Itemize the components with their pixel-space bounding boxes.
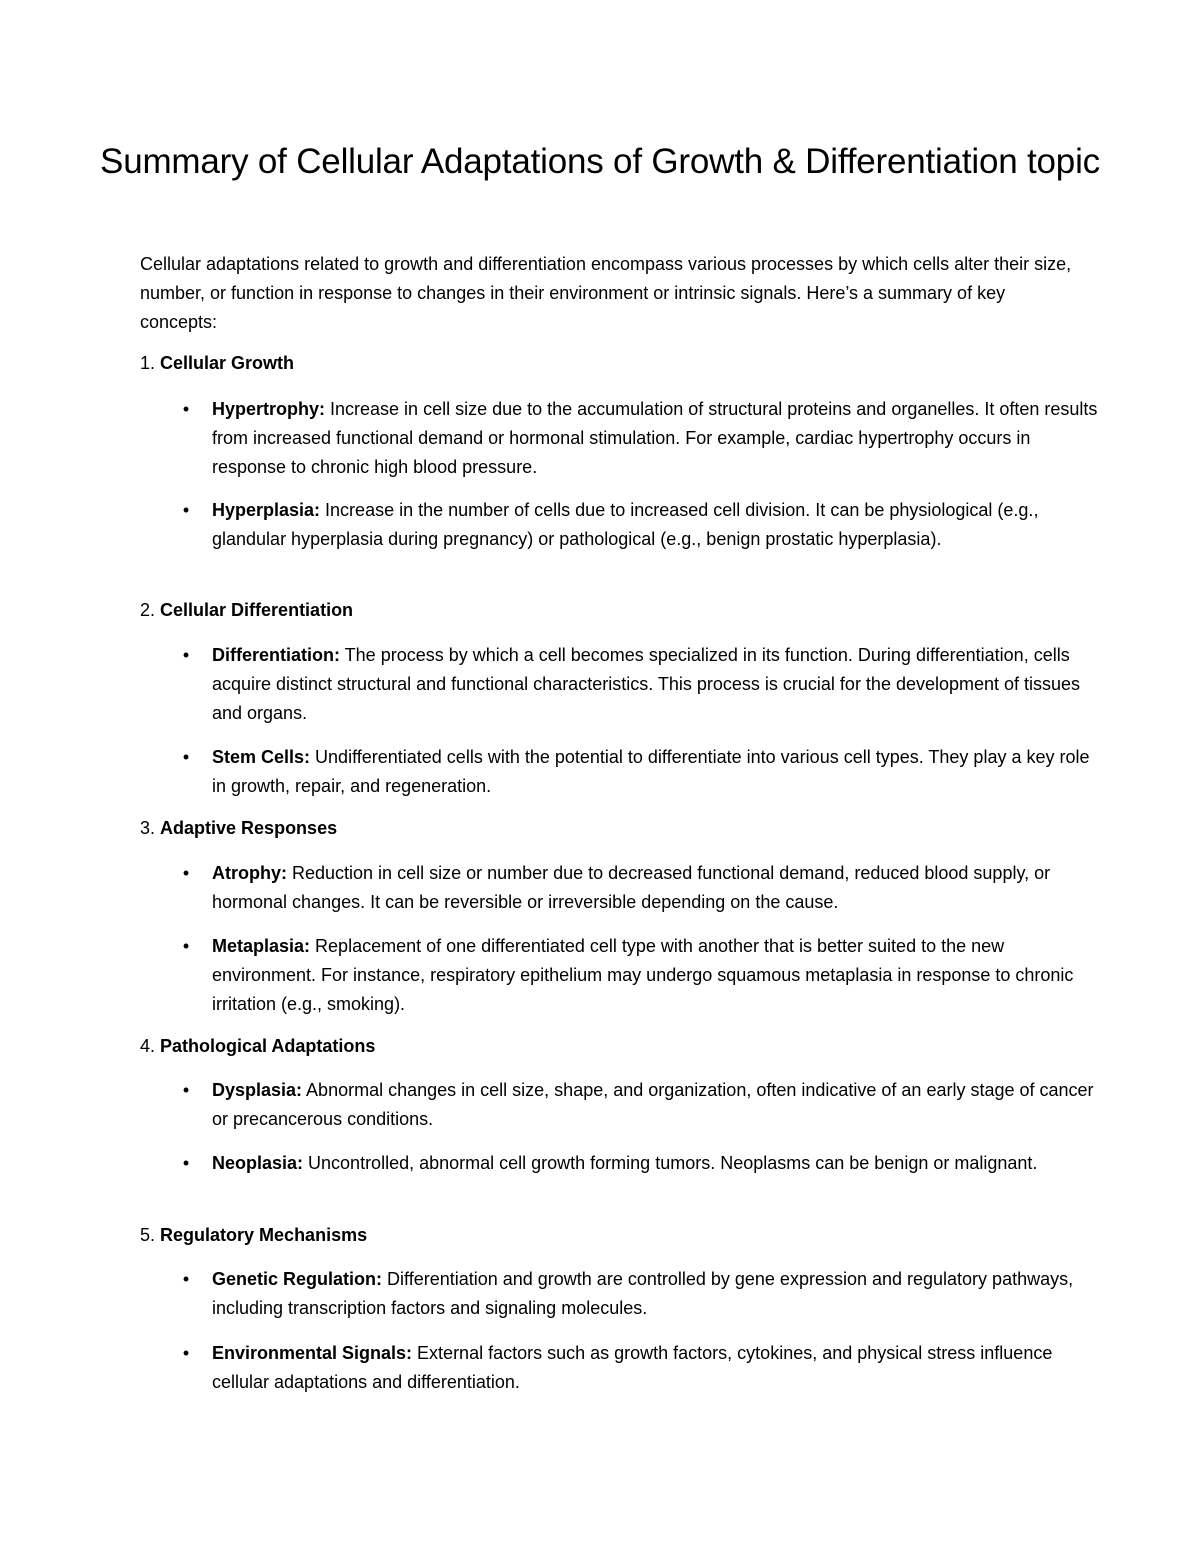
list-item-term: Differentiation: [212, 645, 340, 665]
list-item-text [212, 496, 1102, 554]
section-title: Regulatory Mechanisms [160, 1225, 368, 1245]
bullet-icon: • [182, 863, 190, 883]
list-item-text [212, 641, 1102, 728]
list-item-term: Hypertrophy: [212, 399, 326, 419]
bullet-icon: • [182, 500, 190, 520]
section-title: Cellular Differentiation [160, 600, 354, 620]
section-number: 1. [140, 353, 156, 373]
list-item-term: Atrophy: [212, 863, 287, 883]
list-item-term: Hyperplasia: [212, 500, 321, 520]
section-title: Adaptive Responses [160, 818, 338, 838]
list-item-term: Dysplasia: [212, 1080, 303, 1100]
section-number: 4. [140, 1036, 156, 1056]
list-item-text [212, 859, 1102, 917]
list-item-text [212, 1149, 1102, 1178]
list-item-description: Differentiation and growth are controlled by gene expression and regulatory pathways, including transcription factors and signaling molecules. [212, 1269, 1074, 1318]
bullet-icon: • [182, 747, 190, 767]
list-item-description: External factors such as growth factors, cytokines, and physical stress influence cellular adaptations and differentiation. [212, 1343, 1053, 1392]
section-heading-cellular-growth [140, 349, 294, 378]
list-item-description: Reduction in cell size or number due to decreased functional demand, reduced blood supply, or hormonal changes. It can be reversible or irreversible depending on the cause. [212, 863, 1051, 912]
list-item-description: Uncontrolled, abnormal cell growth forming tumors. Neoplasms can be benign or malignant. [303, 1153, 1038, 1173]
bullet-icon: • [182, 1153, 190, 1173]
list-item-text [212, 395, 1102, 482]
list-item-term: Stem Cells: [212, 747, 311, 767]
section-number: 5. [140, 1225, 156, 1245]
list-item-text [212, 1339, 1102, 1397]
list-item-term: Neoplasia: [212, 1153, 304, 1173]
document-title: Summary of Cellular Adaptations of Growth & Differentiation topic [100, 142, 1100, 181]
list-item-term: Genetic Regulation: [212, 1269, 383, 1289]
bullet-icon: • [182, 1080, 190, 1100]
section-title: Pathological Adaptations [160, 1036, 376, 1056]
list-item-term: Environmental Signals: [212, 1343, 413, 1363]
list-item-description: Increase in the number of cells due to increased cell division. It can be physiological (e.g., glandular hyperplasia during pregnancy) or pathological (e.g., benign prostatic hyperplasia). [212, 500, 1039, 549]
list-item-text [212, 743, 1102, 801]
intro-paragraph: Cellular adaptations related to growth and differentiation encompass various processes by which cells alter their size, number, or function in response to changes in their environment or intrinsic signals. Here’s a summary of key concepts: [140, 254, 1072, 332]
list-item-description: Undifferentiated cells with the potential to differentiate into various cell types. They play a key role in growth, repair, and regeneration. [212, 747, 1090, 796]
list-item-text [212, 1265, 1102, 1323]
bullet-icon: • [182, 1343, 190, 1363]
section-number: 2. [140, 600, 156, 620]
section-heading-regulatory-mechanisms [140, 1221, 367, 1250]
section-heading-pathological-adaptations [140, 1032, 375, 1061]
bullet-icon: • [182, 399, 190, 419]
bullet-icon: • [182, 936, 190, 956]
list-item-description: Abnormal changes in cell size, shape, and organization, often indicative of an early stage of cancer or precancerous conditions. [212, 1080, 1094, 1129]
section-title: Cellular Growth [160, 353, 295, 373]
section-number: 3. [140, 818, 156, 838]
bullet-icon: • [182, 645, 190, 665]
list-item-description: Replacement of one differentiated cell type with another that is better suited to the new environment. For instance, respiratory epithelium may undergo squamous metaplasia in response to chronic irritation (e.g., smoking). [212, 936, 1074, 1014]
list-item-text [212, 932, 1102, 1019]
section-heading-cellular-differentiation [140, 596, 353, 625]
list-item-term: Metaplasia: [212, 936, 311, 956]
bullet-icon: • [182, 1269, 190, 1289]
list-item-description: Increase in cell size due to the accumulation of structural proteins and organelles. It often results from increased functional demand or hormonal stimulation. For example, cardiac hypertrophy occurs in response to chronic high blood pressure. [212, 399, 1098, 477]
list-item-description: The process by which a cell becomes specialized in its function. During differentiation, cells acquire distinct structural and functional characteristics. This process is crucial for the development of tissues and organs. [212, 645, 1081, 723]
list-item-text [212, 1076, 1102, 1134]
section-heading-adaptive-responses [140, 814, 337, 843]
